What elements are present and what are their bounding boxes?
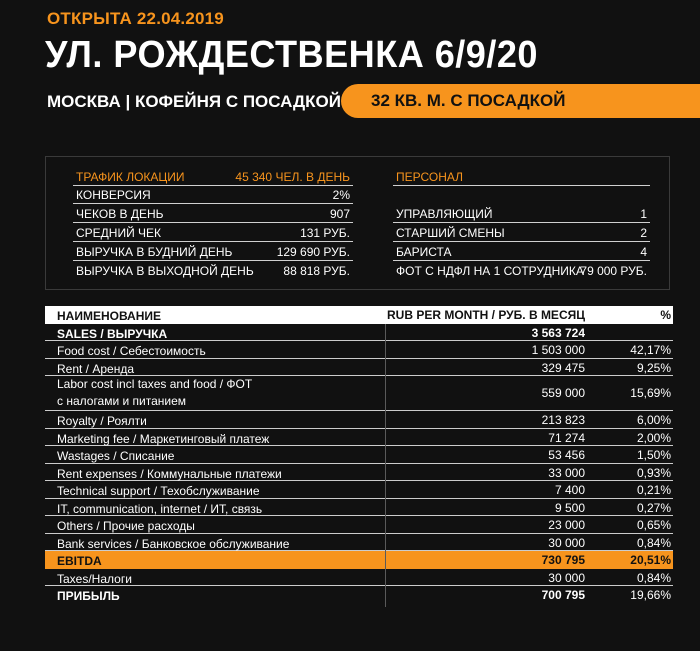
row-amount: 30 000 [548, 570, 585, 585]
row-name: Wastages / Списание [57, 449, 175, 463]
row-pct: 1,50% [636, 448, 671, 462]
row-pct: 0,84% [636, 570, 671, 585]
staff-row-label: УПРАВЛЯЮЩИЙ [396, 207, 493, 221]
row-name: SALES / ВЫРУЧКА [57, 326, 168, 341]
row-pct: 6,00% [636, 413, 671, 427]
row-name: Rent expenses / Коммунальные платежи [57, 466, 282, 481]
table-row [45, 534, 673, 552]
row-name: Royalty / Роялти [57, 414, 147, 428]
row-name: Food cost / Себестоимость [57, 344, 206, 358]
opened-date: ОТКРЫТА 22.04.2019 [47, 9, 224, 28]
stats-box [45, 156, 670, 290]
traffic-row-value: 129 690 РУБ. [276, 245, 350, 259]
area-badge-label: 32 КВ. М. С ПОСАДКОЙ [371, 91, 566, 110]
staff-row [393, 262, 650, 280]
row-name: Taxes/Налоги [57, 571, 132, 586]
row-pct: 20,51% [630, 553, 671, 567]
row-pct: 0,84% [636, 535, 671, 550]
header-amount: RUB PER MONTH / РУБ. В МЕСЯЦ [387, 308, 585, 322]
row-amount: 559 000 [541, 386, 585, 400]
traffic-row [73, 224, 353, 242]
row-pct: 0,65% [636, 518, 671, 532]
traffic-row-label: ВЫРУЧКА В ВЫХОДНОЙ ДЕНЬ [76, 264, 254, 278]
row-amount: 33 000 [548, 465, 585, 480]
profit-row [45, 586, 673, 604]
row-name [57, 376, 252, 410]
table-row [45, 411, 673, 429]
row-pct: 0,21% [636, 483, 671, 497]
row-amount: 71 274 [548, 430, 585, 445]
traffic-row [73, 243, 353, 261]
staff-row [393, 243, 650, 261]
row-pct: 42,17% [630, 343, 671, 357]
traffic-title: ТРАФИК ЛОКАЦИИ [76, 170, 185, 184]
staff-row-value: 4 [640, 245, 647, 259]
traffic-row [73, 262, 353, 280]
staff-row-label: ФОТ С НДФЛ НА 1 СОТРУДНИКА [396, 264, 584, 278]
row-name-line2: с налогами и питанием [57, 394, 187, 408]
row-pct: 15,69% [630, 386, 671, 400]
table-row [45, 569, 673, 587]
row-pct: 9,25% [636, 360, 671, 375]
traffic-row-label: СРЕДНИЙ ЧЕК [76, 226, 162, 240]
row-amount: 1 503 000 [531, 343, 585, 357]
traffic-row-value: 88 818 РУБ. [283, 264, 350, 278]
pnl-table [45, 306, 673, 604]
row-amount: 730 795 [541, 553, 585, 567]
header-name: НАИМЕНОВАНИЕ [57, 309, 161, 323]
row-name: ПРИБЫЛЬ [57, 589, 120, 603]
area-badge [341, 84, 700, 118]
header-pct: % [660, 308, 671, 322]
staff-title-row [393, 168, 650, 186]
row-amount: 9 500 [554, 500, 585, 515]
traffic-row [73, 205, 353, 223]
row-name: Marketing fee / Маркетинговый платеж [57, 431, 270, 446]
row-name: Rent / Аренда [57, 361, 135, 376]
row-amount: 213 823 [541, 413, 585, 427]
table-row [45, 376, 673, 411]
staff-row [393, 224, 650, 242]
row-name: Bank services / Банковское обслуживание [57, 536, 290, 551]
row-name: EBITDA [57, 554, 102, 568]
traffic-row-label: ВЫРУЧКА В БУДНИЙ ДЕНЬ [76, 245, 233, 259]
traffic-value: 45 340 ЧЕЛ. В ДЕНЬ [235, 170, 350, 184]
row-pct: 0,27% [636, 500, 671, 515]
row-amount: 7 400 [554, 483, 585, 497]
staff-title: ПЕРСОНАЛ [396, 170, 464, 184]
column-divider [385, 324, 386, 607]
row-amount: 329 475 [541, 360, 585, 375]
row-amount: 30 000 [548, 535, 585, 550]
row-pct: 0,93% [636, 465, 671, 480]
table-row [45, 446, 673, 464]
staff-row-label: СТАРШИЙ СМЕНЫ [396, 226, 505, 240]
table-row [45, 341, 673, 359]
staff-row-value: 79 000 РУБ. [580, 264, 647, 278]
traffic-row-label: ЧЕКОВ В ДЕНЬ [76, 207, 164, 221]
page-title: УЛ. РОЖДЕСТВЕНКА 6/9/20 [45, 34, 538, 76]
staff-row-label: БАРИСТА [396, 245, 452, 259]
row-pct: 19,66% [630, 588, 671, 602]
traffic-row-value: 907 [329, 207, 350, 221]
row-amount: 700 795 [541, 588, 585, 602]
row-name: Technical support / Техобслуживание [57, 484, 260, 498]
row-amount: 23 000 [548, 518, 585, 532]
table-row [45, 359, 673, 377]
page-subtitle: МОСКВА | КОФЕЙНЯ С ПОСАДКОЙ [47, 92, 341, 111]
table-row [45, 464, 673, 482]
staff-row [393, 205, 650, 223]
row-name-line1: Labor cost incl taxes and food / ФОТ [57, 377, 253, 391]
row-pct: 2,00% [636, 430, 671, 445]
traffic-row-value: 2% [332, 188, 350, 202]
traffic-row-value: 131 РУБ. [300, 226, 350, 240]
staff-row-value: 1 [640, 207, 647, 221]
table-row [45, 499, 673, 517]
row-amount: 3 563 724 [531, 325, 585, 340]
row-name: Others / Прочие расходы [57, 519, 195, 533]
table-row [45, 516, 673, 534]
ebitda-row [45, 551, 673, 569]
table-header [45, 306, 673, 324]
traffic-title-row [73, 168, 353, 186]
traffic-row-label: КОНВЕРСИЯ [76, 188, 151, 202]
table-row [45, 481, 673, 499]
table-row [45, 429, 673, 447]
table-row [45, 324, 673, 342]
staff-row-value: 2 [640, 226, 647, 240]
row-amount: 53 456 [548, 448, 585, 462]
row-name: IT, communication, internet / ИТ, связь [57, 501, 263, 516]
traffic-row [73, 186, 353, 204]
